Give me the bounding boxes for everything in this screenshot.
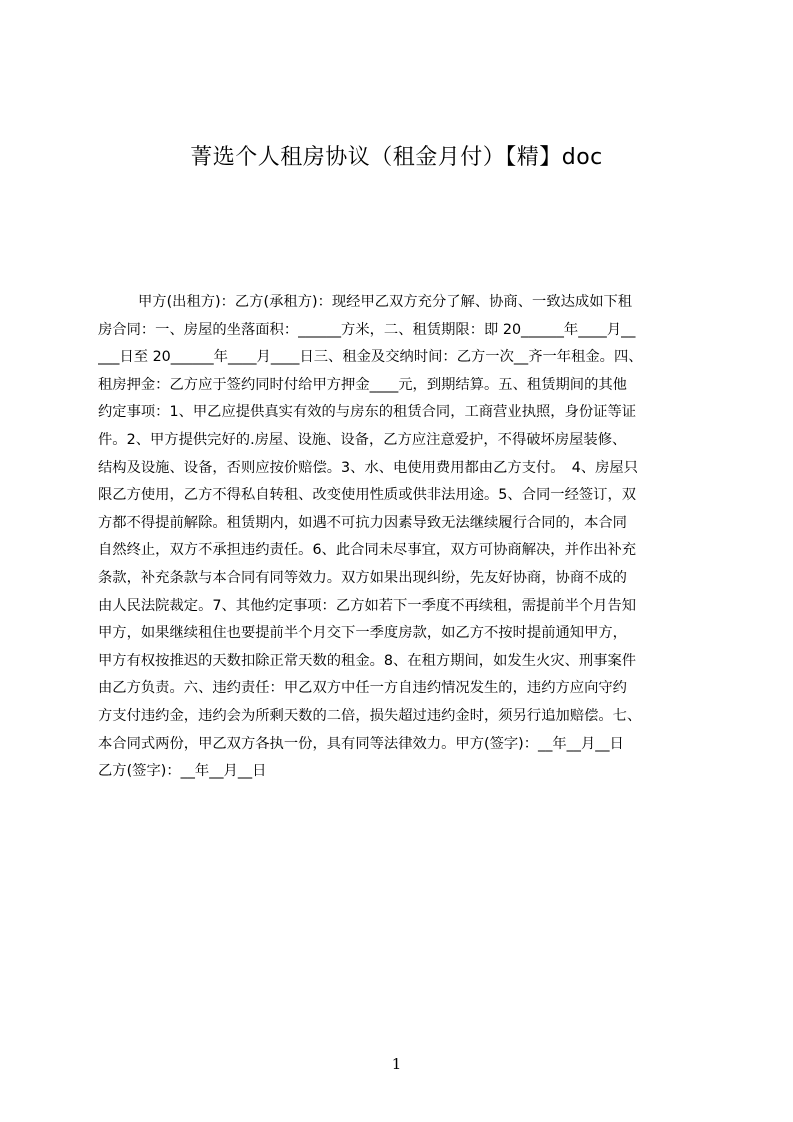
body-line-1: 甲方(出租方)：乙方(承租方)：现经甲乙双方充分了解、协商、一致达成如下租 bbox=[138, 294, 633, 310]
body-line-12: 由人民法院裁定。7、其他约定事项：乙方如若下一季度不再续租，需提前半个月告知 bbox=[98, 597, 637, 614]
page-number: 1 bbox=[391, 1055, 402, 1073]
body-line-10: 自然终止，双方不承担违约责任。6、此合同未尽事宜，双方可协商解决，并作出补充 bbox=[98, 542, 637, 559]
body-line-8: 限乙方使用，乙方不得私自转租、改变使用性质或供非法用途。5、合同一经签订，双 bbox=[98, 487, 637, 504]
body-line-9: 方都不得提前解除。租赁期内，如遇不可抗力因素导致无法继续履行合同的，本合同 bbox=[98, 514, 627, 531]
body-line-5: 约定事项：1、甲乙应提供真实有效的与房东的租赁合同，工商营业执照，身份证等证 bbox=[98, 404, 637, 421]
document-title: 菁选个人租房协议（租金月付）【精】doc bbox=[190, 145, 603, 170]
body-line-4: 租房押金：乙方应于签约同时付给甲方押金____元，到期结算。五、租赁期间的其他 bbox=[98, 376, 627, 393]
body-line-16: 方支付违约金，违约会为所剩天数的二倍，损失超过违约金时，须另行追加赔偿。七、 bbox=[98, 707, 642, 724]
body-line-14: 甲方有权按推迟的天数扣除正常天数的租金。8、在租方期间，如发生火灾、刑事案件 bbox=[98, 652, 637, 669]
body-line-18: 乙方(签字)：__年__月__日 bbox=[98, 763, 267, 780]
body-line-6: 件。2、甲方提供完好的.房屋、设施、设备，乙方应注意爱护，不得破坏房屋装修、 bbox=[98, 431, 627, 448]
body-line-15: 由乙方负责。六、违约责任：甲乙双方中任一方自违约情况发生的，违约方应向守约 bbox=[98, 680, 627, 697]
contract-body bbox=[98, 289, 698, 786]
body-line-2: 房合同：一、房屋的坐落面积：______方米，二、租赁期限：即 20______年____月__ bbox=[98, 321, 636, 338]
body-line-11: 条款，补充条款与本合同有同等效力。双方如果出现纠纷，先友好协商，协商不成的 bbox=[98, 569, 627, 586]
body-line-7: 结构及设施、设备，否则应按价赔偿。3、水、电使用费用都由乙方支付。 4、房屋只 bbox=[98, 459, 639, 476]
body-line-3: ___日至 20______年____月____日三、租金及交纳时间：乙方一次__齐一年租金。四、 bbox=[98, 349, 643, 366]
body-line-13: 甲方，如果继续租住也要提前半个月交下一季度房款，如乙方不按时提前通知甲方， bbox=[98, 625, 627, 642]
body-line-17: 本合同式两份，甲乙双方各执一份，具有同等法律效力。甲方(签字)：__年__月__日 bbox=[98, 735, 624, 752]
